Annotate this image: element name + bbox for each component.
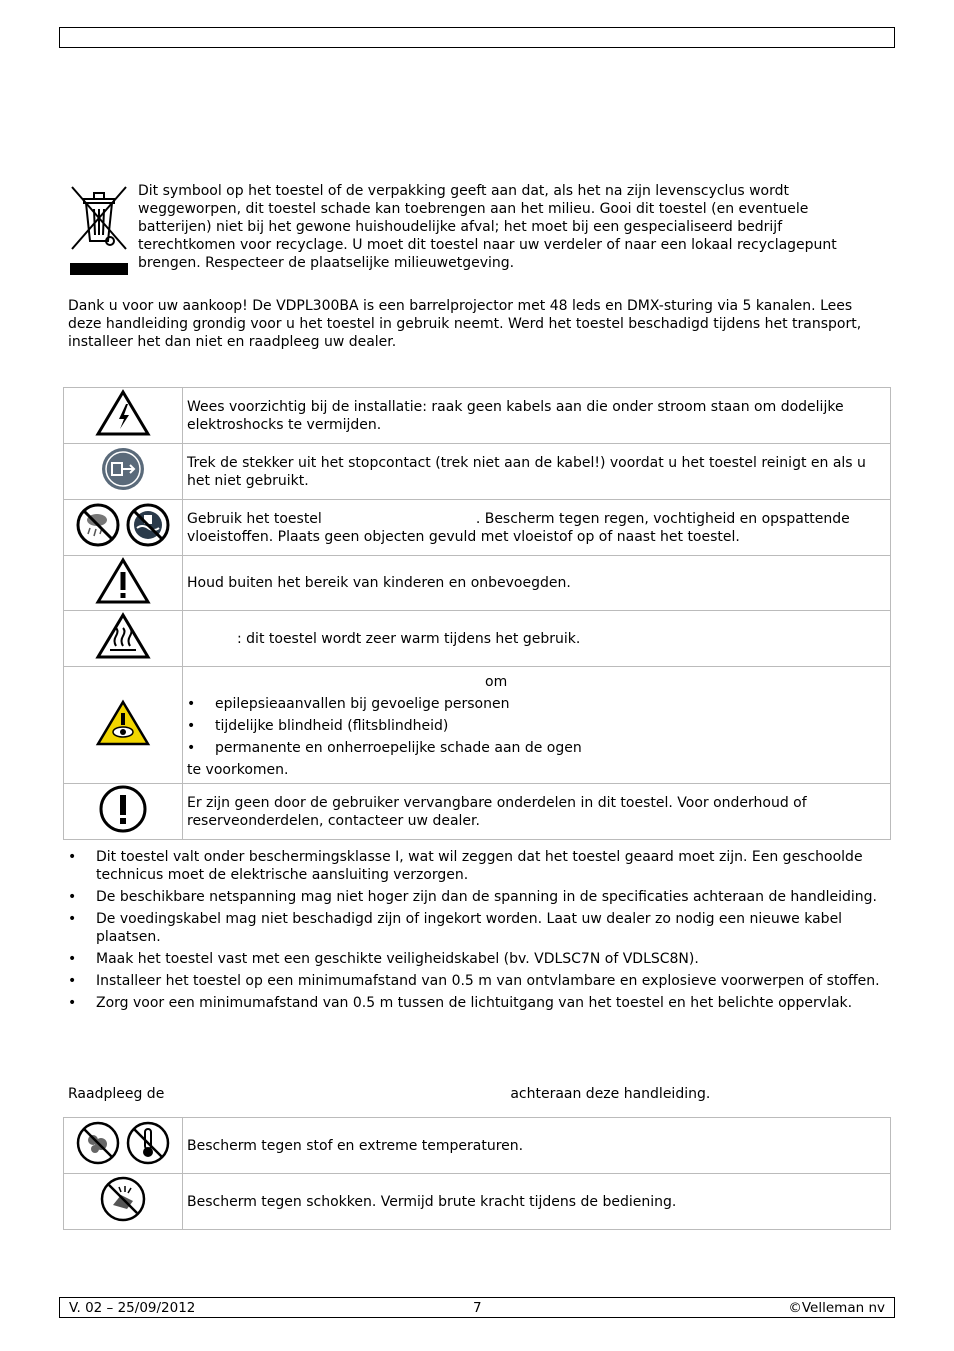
footer bbox=[59, 1297, 895, 1318]
no-dust-icon bbox=[75, 1120, 121, 1171]
safety-row bbox=[64, 611, 891, 667]
hot-surface-icon bbox=[95, 648, 151, 664]
exclamation-icon bbox=[98, 822, 148, 838]
high-voltage-warning-icon bbox=[95, 425, 151, 441]
general-table bbox=[63, 1117, 891, 1230]
refer-line bbox=[68, 1085, 888, 1103]
safety-text: Er zijn geen door de gebruiker vervangbare onderdelen in dit toestel. Voor onderhoud of reserveonderdelen, contacteer uw dealer. bbox=[183, 784, 891, 840]
safety-row bbox=[64, 500, 891, 556]
footer-copyright: ©Velleman nv bbox=[788, 1300, 885, 1316]
safety-text: Trek de stekker uit het stopcontact (trek niet aan de kabel!) voordat u het toestel reinigt en als u het niet gebruikt. bbox=[183, 444, 891, 500]
weee-bin-icon bbox=[68, 185, 130, 277]
safety-text bbox=[183, 667, 891, 784]
list-item: • permanente en onherroepelijke schade aan de ogen bbox=[187, 739, 884, 757]
list-item: • Dit toestel valt onder beschermingsklasse I, wat wil zeggen dat het toestel geaard moet zijn. Een geschoolde technicus moet de elektrische aansluiting verzorgen. bbox=[68, 848, 888, 884]
list-item: • tijdelijke blindheid (flitsblindheid) bbox=[187, 717, 884, 735]
list-item: • De voedingskabel mag niet beschadigd zijn of ingekort worden. Laat uw dealer zo nodig een nieuwe kabel plaatsen. bbox=[68, 910, 888, 946]
footer-page-number: 7 bbox=[473, 1300, 482, 1316]
header-box bbox=[59, 27, 895, 48]
safety-table bbox=[63, 387, 891, 840]
hazard-list bbox=[187, 695, 884, 757]
weee-notice: Dit symbool op het toestel of de verpakking geeft aan dat, als het na zijn levenscyclus wordt weggeworpen, dit toestel schade kan toebrengen aan het milieu. Gooi dit toestel (en eventuele batterijen) niet bij het gewone huishoudelijke afval; het moet bij een gespecialiseerd bedrijf terechtkomen voor recyclage. U moet dit toestel naar uw verdeler of naar een lokaal recyclagepunt brengen. Respecteer de plaatselijke milieuwetgeving. bbox=[138, 183, 837, 271]
safety-row bbox=[64, 556, 891, 611]
general-text: Bescherm tegen schokken. Vermijd brute kracht tijdens de bediening. bbox=[183, 1174, 891, 1230]
refer-text: Raadpleeg de bbox=[68, 1086, 165, 1102]
safety-text bbox=[183, 500, 891, 556]
safety-text-part: te voorkomen. bbox=[187, 762, 289, 778]
safety-text-part: : dit toestel wordt zeer warm tijdens het gebruik. bbox=[237, 630, 581, 647]
safety-row bbox=[64, 784, 891, 840]
safety-text-part: Gebruik het toestel bbox=[187, 510, 322, 527]
list-item: • Installeer het toestel op een minimumafstand van 0.5 m van ontvlambare en explosieve voorwerpen of stoffen. bbox=[68, 972, 888, 990]
list-item: • epilepsieaanvallen bij gevoelige personen bbox=[187, 695, 884, 713]
safety-row bbox=[64, 388, 891, 444]
thermometer-icon bbox=[125, 1120, 171, 1171]
safety-text-part: om bbox=[485, 674, 508, 690]
general-warning-icon bbox=[95, 593, 151, 609]
general-text: Bescherm tegen stof en extreme temperaturen. bbox=[183, 1118, 891, 1174]
guidelines-list bbox=[68, 848, 888, 1016]
unplug-icon bbox=[100, 480, 146, 496]
safety-row bbox=[64, 444, 891, 500]
safety-text-part: . Bescherm tegen regen, vochtigheid en opspattende vloeistoffen. Plaats geen objecten gevuld met vloeistof op of naast het toestel. bbox=[187, 510, 850, 545]
list-item: • Maak het toestel vast met een geschikte veiligheidskabel (bv. VDLSC7N of VDLSC8N). bbox=[68, 950, 888, 968]
no-water-splash-icon bbox=[125, 502, 171, 553]
eye-hazard-warning-icon bbox=[95, 735, 151, 751]
general-row bbox=[64, 1118, 891, 1174]
list-item: • Zorg voor een minimumafstand van 0.5 m tussen de lichtuitgang van het toestel en het belichte oppervlak. bbox=[68, 994, 888, 1012]
no-rain-icon bbox=[75, 502, 121, 553]
safety-text: Houd buiten het bereik van kinderen en onbevoegden. bbox=[183, 556, 891, 611]
safety-text: Wees voorzichtig bij de installatie: raak geen kabels aan die onder stroom staan om dodelijke elektroshocks te vermijden. bbox=[183, 388, 891, 444]
footer-version: V. 02 – 25/09/2012 bbox=[69, 1300, 196, 1316]
general-row bbox=[64, 1174, 891, 1230]
safety-text bbox=[183, 611, 891, 667]
intro-paragraph: Dank u voor uw aankoop! De VDPL300BA is een barrelprojector met 48 leds en DMX-sturing via 5 kanalen. Lees deze handleiding grondig voor u het toestel in gebruik neemt. Werd het toestel beschadigd tijdens het transport, installeer het dan niet en raadpleeg uw dealer. bbox=[68, 298, 862, 350]
refer-text: achteraan deze handleiding. bbox=[510, 1086, 711, 1102]
no-shock-icon bbox=[99, 1211, 147, 1227]
safety-row bbox=[64, 667, 891, 784]
list-item: • De beschikbare netspanning mag niet hoger zijn dan de spanning in de specificaties achteraan de handleiding. bbox=[68, 888, 888, 906]
